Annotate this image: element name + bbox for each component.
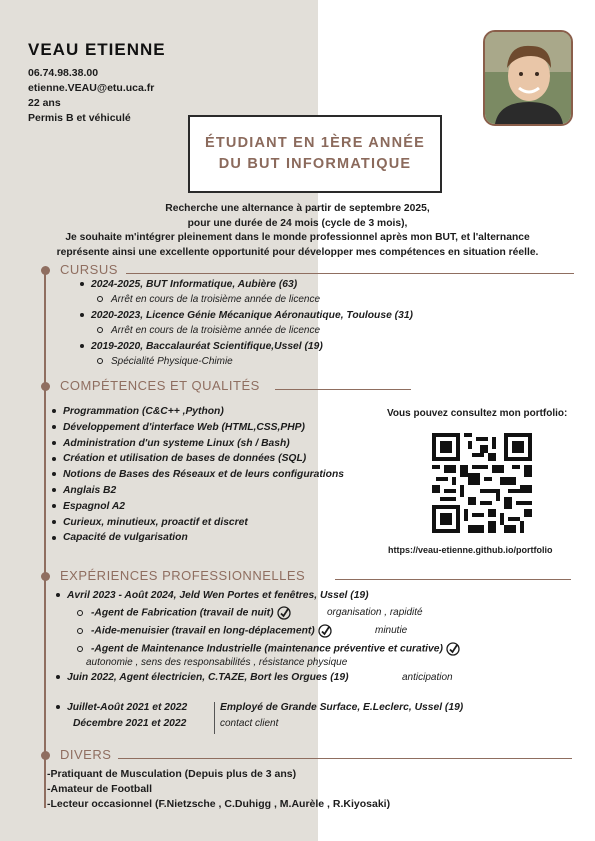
job-title: Employé de Grande Surface, E.Leclerc, Ussel (19) bbox=[220, 702, 464, 713]
cursus-item: 2019-2020, Baccalauréat Scientifique,Ussel (19) bbox=[80, 341, 323, 352]
section-dot bbox=[41, 572, 50, 581]
timeline-line bbox=[44, 268, 46, 808]
intro-line: pour une durée de 24 mois (cycle de 3 mois), bbox=[187, 217, 408, 229]
cursus-item: 2020-2023, Licence Génie Mécanique Aéronautique, Toulouse (31) bbox=[80, 310, 413, 321]
job-note: anticipation bbox=[402, 672, 453, 683]
job-role-note: minutie bbox=[375, 625, 408, 636]
competences-heading: COMPÉTENCES ET QUALITÉS bbox=[60, 378, 260, 393]
cursus-detail: Spécialité Physique-Chimie bbox=[97, 356, 233, 367]
skill-item: Espagnol A2 bbox=[52, 499, 344, 515]
title-line-1: ÉTUDIANT EN 1ÈRE ANNÉE bbox=[204, 135, 426, 151]
check-circle-icon bbox=[318, 624, 332, 638]
job-note: contact client bbox=[220, 718, 279, 729]
skill-item: Notions de Bases des Réseaux et de leurs configurations bbox=[52, 467, 344, 483]
job-role: -Agent de Maintenance Industrielle (maintenance préventive et curative) bbox=[77, 642, 460, 656]
job-role: -Aide-menuisier (travail en long-déplacement) bbox=[77, 624, 332, 638]
section-rule bbox=[335, 579, 571, 580]
divers-item: -Lecteur occasionnel (F.Nietzsche , C.Duhigg , M.Aurèle , R.Kiyosaki) bbox=[47, 798, 391, 810]
candidate-name: VEAU ETIENNE bbox=[28, 40, 166, 59]
section-rule bbox=[275, 389, 411, 390]
intro-paragraph bbox=[0, 202, 595, 260]
email-address: etienne.VEAU@etu.uca.fr bbox=[28, 82, 155, 94]
skill-item: Administration d'un systeme Linux (sh / Bash) bbox=[52, 436, 344, 452]
profile-photo bbox=[483, 30, 573, 126]
skill-item: Capacité de vulgarisation bbox=[52, 530, 344, 546]
cursus-detail: Arrêt en cours de la troisième année de licence bbox=[97, 325, 320, 336]
portfolio-link[interactable]: https://veau-etienne.github.io/portfolio bbox=[388, 545, 553, 555]
intro-line: Je souhaite m'intégrer pleinement dans le monde professionnel après mon BUT, et l'alternance bbox=[65, 232, 530, 243]
intro-line: représente ainsi une excellente opportunité pour développer mes compétences en situation réelle. bbox=[56, 246, 539, 258]
cursus-heading: CURSUS bbox=[60, 262, 118, 277]
section-rule bbox=[118, 758, 572, 759]
job-role: -Agent de Fabrication (travail de nuit) bbox=[77, 606, 291, 620]
job-date: Décembre 2021 et 2022 bbox=[73, 718, 187, 729]
cursus-detail: Arrêt en cours de la troisième année de licence bbox=[97, 294, 320, 305]
title-line-2: DU BUT INFORMATIQUE bbox=[218, 156, 412, 172]
skill-item: Création et utilisation de bases de données (SQL) bbox=[52, 451, 344, 467]
skill-item: Anglais B2 bbox=[52, 483, 344, 499]
skill-item: Curieux, minutieux, proactif et discret bbox=[52, 515, 344, 531]
section-dot bbox=[41, 751, 50, 760]
phone-number: 06.74.98.38.00 bbox=[28, 67, 99, 79]
section-dot bbox=[41, 382, 50, 391]
contact-info bbox=[28, 66, 154, 126]
competences-list bbox=[52, 404, 344, 546]
job-separator bbox=[214, 702, 215, 734]
job-role-note: organisation , rapidité bbox=[327, 607, 423, 618]
intro-line: Recherche une alternance à partir de septembre 2025, bbox=[165, 203, 430, 214]
divers-item: -Amateur de Football bbox=[47, 783, 153, 795]
experiences-heading: EXPÉRIENCES PROFESSIONNELLES bbox=[60, 568, 306, 583]
divers-heading: DIVERS bbox=[60, 747, 112, 762]
skill-item: Développement d'interface Web (HTML,CSS,PHP) bbox=[52, 420, 344, 436]
portfolio-caption: Vous pouvez consultez mon portfolio: bbox=[387, 408, 568, 419]
skill-item: Programmation (C&C++ ,Python) bbox=[52, 404, 344, 420]
job-role-note: autonomie , sens des responsabilités , résistance physique bbox=[86, 657, 348, 668]
section-dot bbox=[41, 266, 50, 275]
check-circle-icon bbox=[446, 642, 460, 656]
job-title: Juin 2022, Agent électricien, C.TAZE, Bort les Orgues (19) bbox=[56, 672, 349, 683]
title-box bbox=[188, 115, 442, 193]
driving-license: Permis B et véhiculé bbox=[28, 112, 131, 124]
cursus-item: 2024-2025, BUT Informatique, Aubière (63) bbox=[80, 279, 297, 290]
job-date: Juillet-Août 2021 et 2022 bbox=[56, 702, 187, 713]
divers-item: -Pratiquant de Musculation (Depuis plus de 3 ans) bbox=[47, 768, 297, 780]
age: 22 ans bbox=[28, 97, 61, 109]
check-circle-icon bbox=[277, 606, 291, 620]
qr-code-icon[interactable] bbox=[432, 433, 532, 533]
job-title: Avril 2023 - Août 2024, Jeld Wen Portes et fenêtres, Ussel (19) bbox=[56, 590, 369, 601]
section-rule bbox=[126, 273, 574, 274]
